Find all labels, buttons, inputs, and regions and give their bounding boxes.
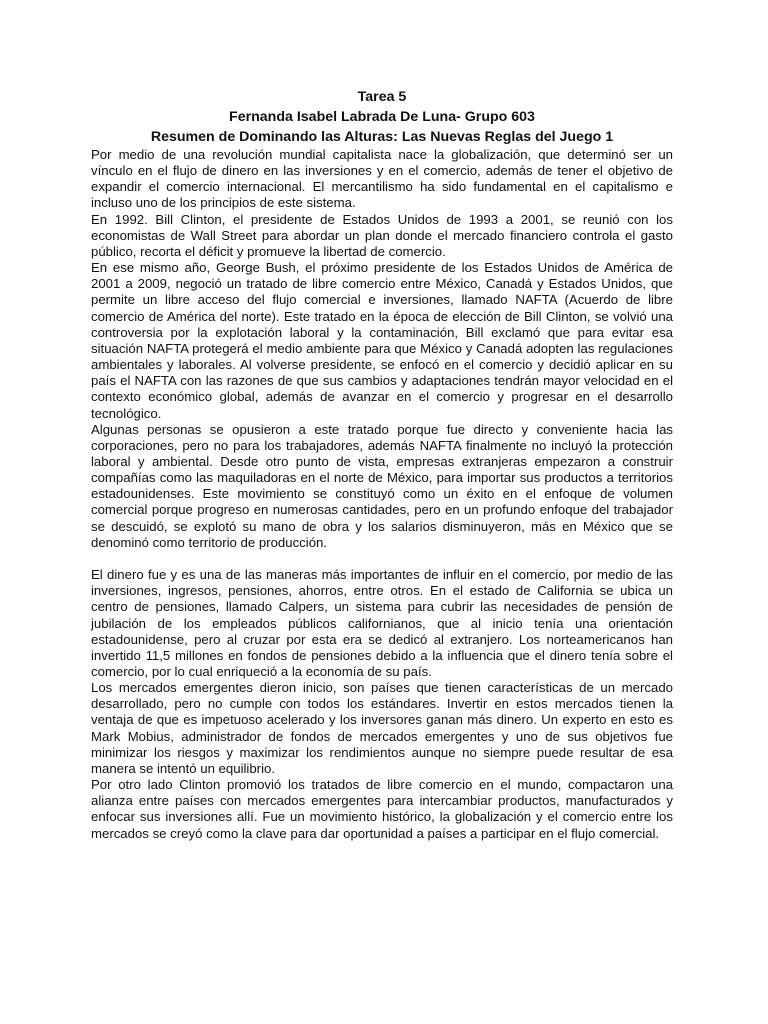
document-page (91, 87, 673, 842)
paragraph: Los mercados emergentes dieron inicio, son países que tienen características de un mercado desarrollado, pero no cumple con todos los estándares. Invertir en estos mercados tienen la ventaja de que es impetuoso acelerado y los inversores ganan más dinero. Un experto en esto es Mark Mobius, administrador de fondos de mercados emergentes y uno de sus objetivos fue minimizar los riesgos y maximizar los rendimientos aunque no siempre puede resultar de esa manera se intentó un equilibrio. (91, 680, 673, 776)
paragraph: Por otro lado Clinton promovió los tratados de libre comercio en el mundo, compactaron una alianza entre países con mercados emergentes para intercambiar productos, manufacturados y enfocar sus inversiones allí. Fue un movimiento histórico, la globalización y el comercio entre los mercados se creyó como la clave para dar oportunidad a países a participar en el flujo comercial. (91, 777, 673, 841)
paragraph: Algunas personas se opusieron a este tratado porque fue directo y conveniente hacia las corporaciones, pero no para los trabajadores, además NAFTA finalmente no incluyó la protección laboral y ambiental. Desde otro punto de vista, empresas extranjeras empezaron a construir compañías como las maquiladoras en el norte de México, para importar sus productos a territorios estadounidenses. Este movimiento se constituyó como un éxito en el enfoque de volumen comercial porque progreso en numerosas cantidades, pero en un profundo enfoque del trabajador se descuidó, se explotó su mano de obra y los salarios disminuyeron, más en México que se denominó como territorio de producción. (91, 421, 673, 550)
document-subtitle: Resumen de Dominando las Alturas: Las Nuevas Reglas del Juego 1 (150, 129, 614, 145)
paragraph: El dinero fue y es una de las maneras más importantes de influir en el comercio, por medio de las inversiones, ingresos, pensiones, ahorros, entre otros. En el estado de California se ubica un centro de pensiones, llamado Calpers, un sistema para cubrir las necesidades de pensión de jubilación de los empleados públicos californianos, que al inicio tenía una orientación estadounidense, pero al cruzar por esta era se dedicó al extranjero. Los norteamericanos han invertido 11,5 millones en fondos de pensiones debido a la influencia que el dinero tenía sobre el comercio, por lo cual enriqueció a la economía de su país. (91, 567, 673, 679)
document-title: Tarea 5 (357, 89, 407, 105)
author-line: Fernanda Isabel Labrada De Luna- Grupo 603 (229, 109, 535, 125)
paragraph: En 1992. Bill Clinton, el presidente de Estados Unidos de 1993 a 2001, se reunió con los economistas de Wall Street para abordar un plan donde el mercado financiero controla el gasto público, recorta el déficit y promueve la libertad de comercio. (91, 211, 673, 259)
paragraph: Por medio de una revolución mundial capitalista nace la globalización, que determinó ser un vínculo en el flujo de dinero en las inversiones y en el comercio, además de tener el objetivo de expandir el comercio internacional. El mercantilismo ha sido fundamental en el capitalismo e incluso uno de los principios de este sistema. (91, 147, 673, 211)
paragraph: En ese mismo año, George Bush, el próximo presidente de los Estados Unidos de América de 2001 a 2009, negoció un tratado de libre comercio entre México, Canadá y Estados Unidos, que permite un libre acceso del flujo comercial e inversiones, llamado NAFTA (Acuerdo de libre comercio de América del norte). Este tratado en la época de elección de Bill Clinton, se volvió una controversia por la explotación laboral y la contaminación, Bill exclamó que para evitar esa situación NAFTA protegerá el medio ambiente para que México y Canadá adopten las regulaciones ambientales y laborales. Al volverse presidente, se enfocó en el comercio y decidió aplicar en su país el NAFTA con las razones de que sus cambios y adaptaciones tendrán mayor velocidad en el contexto económico global, además de avanzar en el comercio y progresar en el desarrollo tecnológico. (91, 260, 673, 421)
paragraph-spacer (91, 551, 673, 567)
